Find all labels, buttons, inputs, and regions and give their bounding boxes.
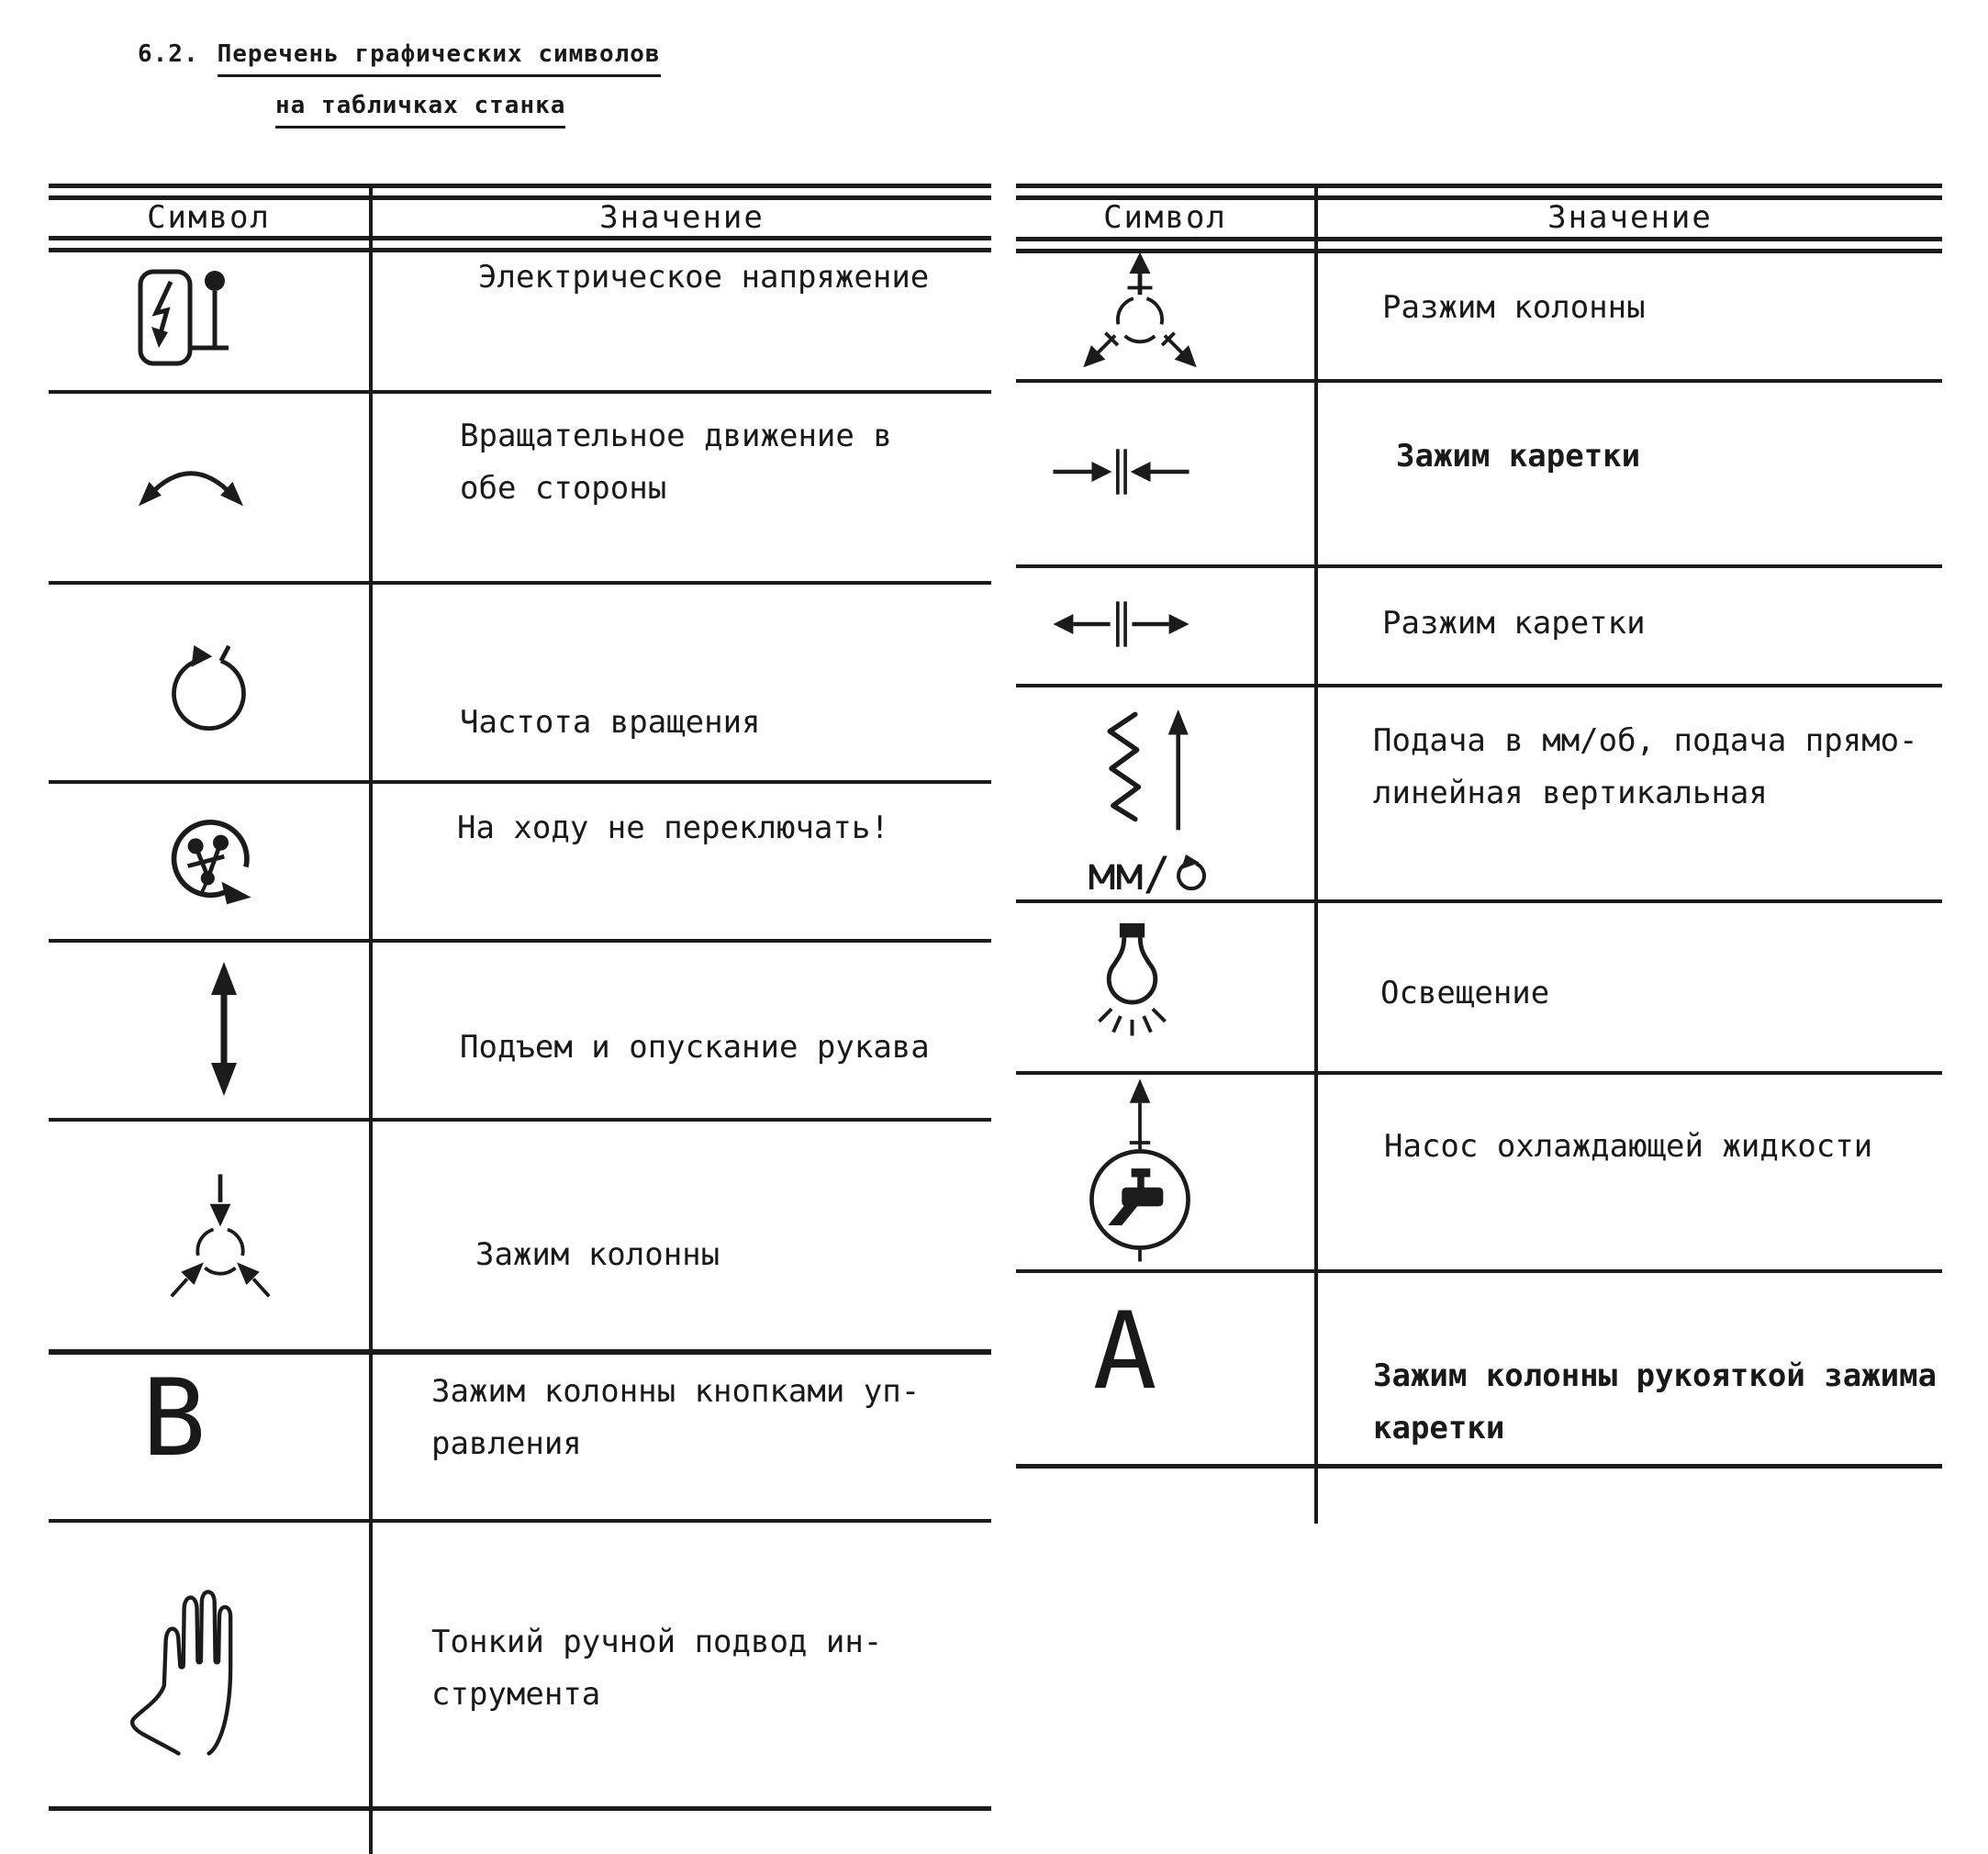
rotate-both-directions-icon: [134, 462, 248, 509]
lighting-icon: [1083, 922, 1181, 1049]
meaning-text: Насос охлаждающей жидкости: [1384, 1128, 1873, 1165]
symbol-cell: [49, 1355, 369, 1519]
electric-voltage-icon: [138, 269, 233, 366]
symbol-cell: [1016, 684, 1314, 899]
letter-a-symbol: А: [1092, 1290, 1157, 1413]
meaning-text: Вращательное движение в: [460, 418, 892, 454]
meaning-cell: [1318, 899, 1942, 1071]
symbol-cell: [1016, 899, 1314, 1071]
meaning-cell: [1318, 1071, 1942, 1269]
symbol-cell: [49, 1519, 369, 1806]
meaning-text: Зажим колонны кнопками уп-: [431, 1373, 921, 1410]
meaning-text: обе стороны: [460, 470, 667, 507]
meaning-text: Подача в мм/об, подача прямо-: [1373, 722, 1918, 759]
symbol-cell: [1016, 245, 1314, 379]
symbol-cell: [1016, 564, 1314, 684]
table-rule: [1016, 1464, 1942, 1469]
meaning-text: равления: [431, 1425, 582, 1462]
header-meaning-cell: [373, 196, 991, 239]
per-revolution-icon: [1173, 854, 1210, 894]
letter-b-symbol: В: [141, 1357, 207, 1480]
meaning-text: линейная вертикальная: [1373, 775, 1768, 811]
meaning-text: каретки: [1373, 1410, 1505, 1446]
meaning-text: Частота вращения: [460, 704, 761, 741]
meaning-cell: [1318, 684, 1942, 899]
symbol-cell: [1016, 1071, 1314, 1269]
meaning-cell: [1318, 1269, 1942, 1464]
meaning-text: Разжим колонны: [1382, 289, 1646, 326]
meaning-cell: [373, 780, 991, 939]
header-symbol-cell: [1016, 196, 1314, 239]
symbol-table-right: [1016, 184, 1942, 1524]
symbol-table-left: [49, 184, 991, 1854]
column-unclamp-icon: [1067, 251, 1213, 374]
mm-label: мм/: [1088, 847, 1171, 900]
meaning-cell: [373, 1355, 991, 1519]
symbol-cell: [1016, 379, 1314, 564]
section-title: [138, 40, 661, 119]
column-clamp-icon: [168, 1163, 273, 1304]
meaning-cell: [1318, 379, 1942, 564]
meaning-text: На ходу не переключать!: [457, 810, 889, 846]
symbol-cell: [49, 244, 369, 390]
header-meaning-label: Значение: [599, 199, 765, 236]
meaning-cell: [1318, 245, 1942, 379]
coolant-pump-icon: [1084, 1078, 1196, 1263]
carriage-unclamp-icon: [1049, 595, 1193, 653]
header-meaning-label: Значение: [1547, 199, 1713, 236]
carriage-clamp-icon: [1049, 442, 1193, 501]
meaning-cell: [373, 390, 991, 581]
meaning-text: Разжим каретки: [1382, 605, 1646, 642]
raise-lower-arm-icon: [203, 960, 245, 1098]
meaning-text: Электрическое напряжение: [478, 259, 930, 296]
mm-per-rev-label: [1088, 847, 1209, 900]
no-shift-on-the-go-icon: [165, 810, 261, 910]
symbol-cell: [49, 1118, 369, 1349]
table-rule: [49, 1806, 991, 1811]
hand-icon: [126, 1558, 238, 1768]
meaning-text: Зажим колонны: [475, 1236, 720, 1273]
meaning-text: струмента: [431, 1676, 601, 1713]
meaning-cell: [373, 1118, 991, 1349]
rotation-frequency-icon: [165, 640, 252, 736]
meaning-cell: [373, 581, 991, 780]
meaning-text: Подъем и опускание рукава: [460, 1029, 930, 1066]
symbol-cell: [49, 581, 369, 780]
symbol-cell: [1016, 1269, 1314, 1464]
section-title-line2: на табличках станка: [275, 92, 565, 128]
meaning-text: Освещение: [1380, 975, 1550, 1011]
meaning-cell: [373, 939, 991, 1118]
section-number: 6.2.: [138, 40, 199, 68]
meaning-text: Тонкий ручной подвод ин-: [431, 1624, 883, 1660]
meaning-text: Зажим колонны рукояткой зажима: [1373, 1357, 1938, 1394]
meaning-cell: [373, 1519, 991, 1806]
section-title-line1: Перечень графических символов: [218, 40, 661, 77]
symbol-cell: [49, 780, 369, 939]
header-symbol-label: Символ: [1103, 199, 1227, 236]
symbol-cell: [49, 939, 369, 1118]
meaning-cell: [373, 244, 991, 390]
header-meaning-cell: [1318, 196, 1942, 239]
header-symbol-label: Символ: [147, 199, 271, 236]
feed-vertical-icon: [1096, 708, 1201, 834]
header-symbol-cell: [49, 196, 369, 239]
meaning-text: Зажим каретки: [1396, 438, 1641, 475]
meaning-cell: [1318, 564, 1942, 684]
symbol-cell: [49, 390, 369, 581]
